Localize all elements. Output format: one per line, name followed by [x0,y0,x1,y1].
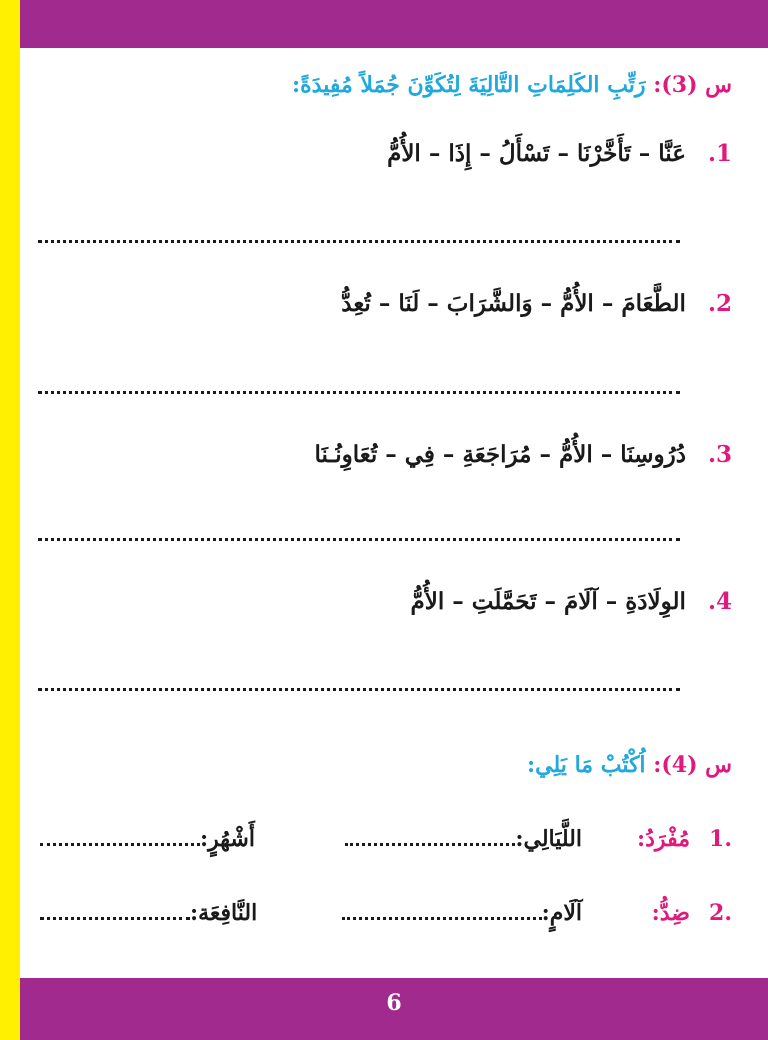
q4-row-2 [40,900,732,940]
q3-answer-line-4[interactable] [38,688,680,691]
q3-item-2-number: 2. [707,290,732,317]
q4-row-1 [40,826,732,866]
q3-item-2 [341,290,732,317]
q4-row-1-word-2: أَشْهُرٍ: [200,826,255,852]
q4-row-2-word-2: النَّافِعَة: [190,900,258,926]
q3-item-1-number: 1. [707,140,732,167]
q4-row-1-answer-2[interactable] [40,843,200,846]
q3-answer-line-1[interactable] [38,240,680,243]
question-4-heading [527,752,732,778]
q3-answer-line-2[interactable] [38,391,680,394]
q3-item-3-number: 3. [707,441,732,468]
q3-item-4 [410,588,732,615]
left-color-strip [0,0,20,1040]
question-4-instruction: اُكْتُبْ مَا يَلِي: [527,752,646,778]
q3-item-4-words: الوِلَادَةِ – آلَامَ – تَحَمَّلَتِ – الأُمُّ [410,588,686,615]
question-4-label: س (4): [653,752,732,778]
question-3-heading [292,72,732,98]
q3-answer-line-3[interactable] [38,538,680,541]
q4-row-2-word-1: آلَامٍ: [541,900,582,926]
q4-row-2-field-2 [40,900,257,926]
q4-row-2-number: 2. [709,900,732,926]
q4-row-2-kind: ضِدُّ: [651,900,690,926]
q3-item-1 [387,140,732,167]
q4-row-1-kind: مُفْرَدُ: [637,826,690,852]
question-3-instruction: رَتِّبِ الكَلِمَاتِ التَّالِيَةَ لِتُكَوِّنَ جُمَلاً مُفِيدَةً: [292,72,646,98]
q4-row-1-answer-1[interactable] [345,843,515,846]
q3-item-3 [315,441,732,468]
question-3-label: س (3): [653,72,732,98]
top-banner [20,0,768,48]
q3-item-3-words: دُرُوسِنَا – الأُمُّ – مُرَاجَعَةِ – فِي – تُعَاوِنُـنَا [314,441,686,468]
q4-row-1-field-1 [345,826,582,852]
q4-row-2-answer-2[interactable] [40,917,190,920]
q4-row-2-answer-1[interactable] [342,917,542,920]
q4-row-2-field-1 [342,900,582,926]
q3-item-4-number: 4. [707,588,732,615]
page-number: 6 [386,990,402,1016]
q4-row-1-field-2 [40,826,255,852]
q4-row-1-word-1: اللَّيَالِي: [515,826,582,852]
q3-item-1-words: عَنَّا – تَأَخَّرْنَا – تَسْأَلُ – إِذَا – الأُمُّ [387,140,686,167]
q3-item-2-words: الطَّعَامَ – الأُمُّ – وَالشَّرَابَ – لَنَا – تُعِدُّ [341,290,686,317]
q4-row-1-number: 1. [709,826,732,852]
